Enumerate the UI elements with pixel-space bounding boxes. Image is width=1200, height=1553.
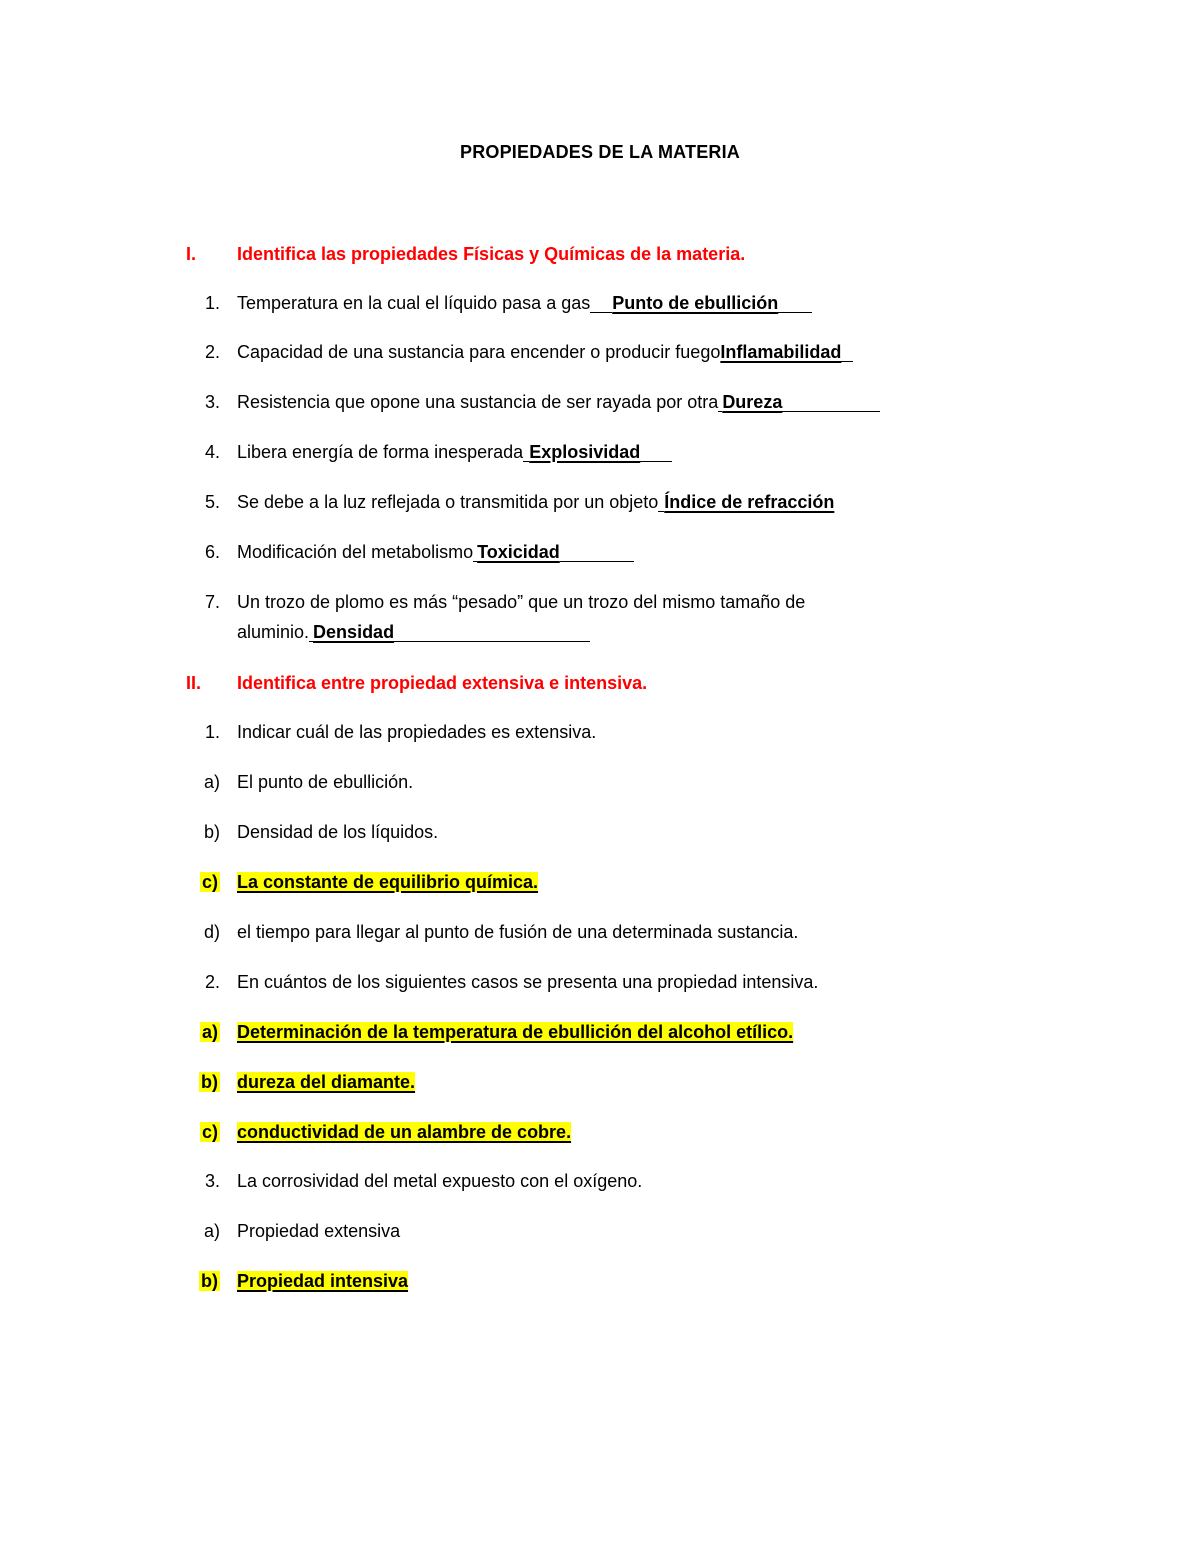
item-number: 3.	[204, 392, 220, 412]
answer-text: Índice de refracción	[664, 492, 835, 512]
option-text: Propiedad extensiva	[237, 1221, 401, 1241]
answer-text: Explosividad	[529, 442, 641, 462]
option-text: dureza del diamante.	[237, 1072, 416, 1092]
item-number: 1.	[204, 293, 220, 313]
option-letter: d)	[203, 922, 220, 942]
answer-blank	[560, 543, 634, 562]
option-text: el tiempo para llegar al punto de fusión de una determinada sustancia.	[237, 922, 799, 942]
answer-blank	[778, 294, 812, 313]
answer-text: Toxicidad	[477, 542, 560, 562]
option-text: La constante de equilibrio química.	[237, 872, 539, 892]
option-letter: c)	[201, 872, 218, 892]
item-text: Capacidad de una sustancia para encender o producir fuego	[237, 342, 721, 362]
item-text: Modificación del metabolismo	[237, 542, 474, 562]
option-text: Determinación de la temperatura de ebullición del alcohol etílico.	[237, 1022, 794, 1042]
item-text: Resistencia que opone una sustancia de ser rayada por otra	[237, 392, 719, 412]
item-text: Indicar cuál de las propiedades es extensiva.	[237, 722, 597, 742]
answer-text: Inflamabilidad	[720, 342, 842, 362]
answer-blank	[394, 623, 590, 642]
option-letter: a)	[203, 772, 220, 792]
answer-blank	[590, 294, 612, 313]
answer-text: Densidad	[313, 622, 395, 642]
item-text: Libera energía de forma inesperada	[237, 442, 524, 462]
item-number: 1.	[204, 722, 220, 742]
item-text: Se debe a la luz reflejada o transmitida por un objeto	[237, 492, 659, 512]
answer-blank	[841, 343, 853, 362]
section-1-heading-text: Identifica las propiedades Físicas y Químicas de la materia.	[237, 244, 746, 264]
item-text: aluminio.	[237, 622, 310, 642]
item-text: Un trozo de plomo es más “pesado” que un trozo del mismo tamaño de	[237, 592, 806, 612]
option-letter: a)	[201, 1022, 218, 1042]
option-text: Propiedad intensiva	[237, 1271, 409, 1291]
item-number: 2.	[204, 972, 220, 992]
answer-blank	[782, 393, 880, 412]
item-text: En cuántos de los siguientes casos se presenta una propiedad intensiva.	[237, 972, 819, 992]
option-letter: b)	[201, 1271, 218, 1291]
item-text: La corrosividad del metal expuesto con el oxígeno.	[237, 1171, 643, 1191]
page-title: PROPIEDADES DE LA MATERIA	[459, 142, 741, 162]
option-text: El punto de ebullición.	[237, 772, 414, 792]
item-number: 3.	[204, 1171, 220, 1191]
section-2-marker: II.	[186, 673, 202, 693]
section-2-heading-text: Identifica entre propiedad extensiva e intensiva.	[237, 673, 648, 693]
answer-text: Punto de ebullición	[612, 293, 779, 313]
option-letter: c)	[201, 1122, 218, 1142]
section-1-marker: I.	[186, 244, 197, 264]
item-number: 5.	[204, 492, 220, 512]
option-text: Densidad de los líquidos.	[237, 822, 439, 842]
answer-blank	[640, 443, 672, 462]
option-letter: b)	[201, 1072, 218, 1092]
option-text: conductividad de un alambre de cobre.	[237, 1122, 572, 1142]
option-letter: b)	[203, 822, 220, 842]
item-number: 6.	[204, 542, 220, 562]
answer-text: Dureza	[722, 392, 783, 412]
item-number: 4.	[204, 442, 220, 462]
item-number: 7.	[204, 592, 220, 612]
item-text: Temperatura en la cual el líquido pasa a gas	[237, 293, 591, 313]
item-number: 2.	[204, 342, 220, 362]
option-letter: a)	[203, 1221, 220, 1241]
